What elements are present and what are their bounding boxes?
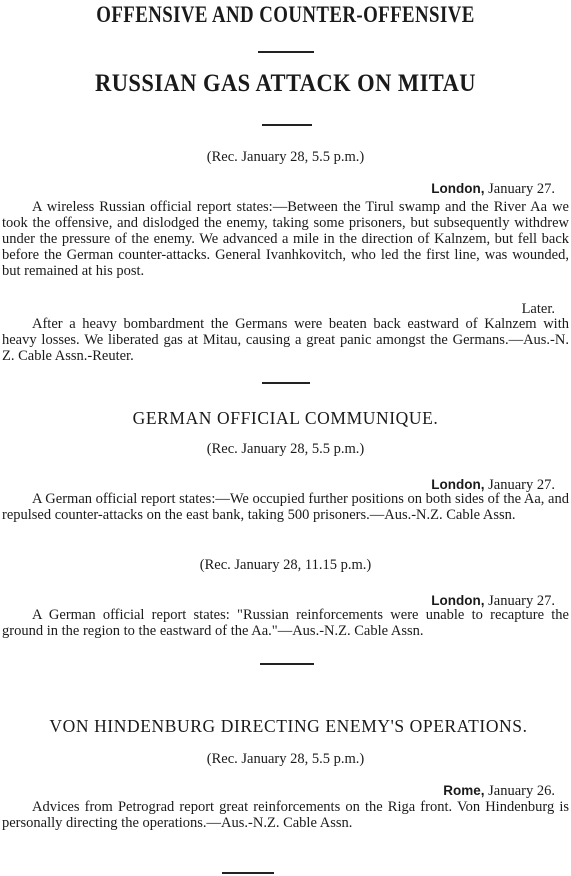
dateline-date: January 27. <box>488 181 555 197</box>
article-paragraph: After a heavy bombardment the Germans were beaten back eastward of Kalnzem with heavy losses. We liberated gas at Mitau, causing a great panic amongst the Germans.—Aus.-N. Z. Cable Assn.-Reuter. <box>2 316 569 364</box>
received-time: (Rec. January 28, 5.5 p.m.) <box>206 751 365 767</box>
dateline-date: January 27. <box>488 593 555 609</box>
section-rule <box>222 872 274 874</box>
dateline <box>443 783 555 800</box>
section-rule <box>262 382 310 384</box>
article-paragraph: Advices from Petrograd report great reinforcements on the Riga front. Von Hindenburg is personally directing the operations.—Aus.-N.Z. Cable Assn. <box>2 799 569 831</box>
received-time: (Rec. January 28, 5.5 p.m.) <box>206 149 365 165</box>
received-time: (Rec. January 28, 11.15 p.m.) <box>199 557 372 573</box>
dateline-date: January 26. <box>488 783 555 799</box>
dateline <box>431 181 555 198</box>
headline: OFFENSIVE AND COUNTER-OFFENSIVE <box>96 2 475 27</box>
later-label: Later. <box>521 301 555 317</box>
article-paragraph: A German official report states:—We occupied further positions on both sides of the Aa, and repulsed counter-attacks on the east bank, taking 500 prisoners.—Aus.-N.Z. Cable Assn. <box>2 491 569 523</box>
dateline-place: London, <box>431 593 485 608</box>
article-paragraph: A German official report states: "Russian reinforcements were unable to recapture the ground in the region to the eastward of the Aa."—Aus.-N.Z. Cable Assn. <box>2 607 569 639</box>
section-rule <box>260 663 314 665</box>
headline-rule <box>258 51 314 53</box>
subheadline-rule <box>262 124 312 126</box>
dateline-place: London, <box>431 477 485 492</box>
dateline-date: January 27. <box>488 477 555 493</box>
dateline-place: Rome, <box>443 783 485 798</box>
section-heading: VON HINDENBURG DIRECTING ENEMY'S OPERATIONS. <box>49 716 528 736</box>
article-paragraph: A wireless Russian official report states:—Between the Tirul swamp and the River Aa we took the offensive, and dislodged the enemy, taking some prisoners, but subsequently withdrew under the pressure of the enemy. We advanced a mile in the direction of Kalnzem, but fell back before the German counter-attacks. General Ivanhkovitch, who led the first line, was wounded, but remained at his post. <box>2 199 569 279</box>
received-time: (Rec. January 28, 5.5 p.m.) <box>206 441 365 457</box>
section-heading: GERMAN OFFICIAL COMMUNIQUE. <box>132 408 439 428</box>
dateline-place: London, <box>431 181 485 196</box>
subheadline: RUSSIAN GAS ATTACK ON MITAU <box>95 70 476 97</box>
